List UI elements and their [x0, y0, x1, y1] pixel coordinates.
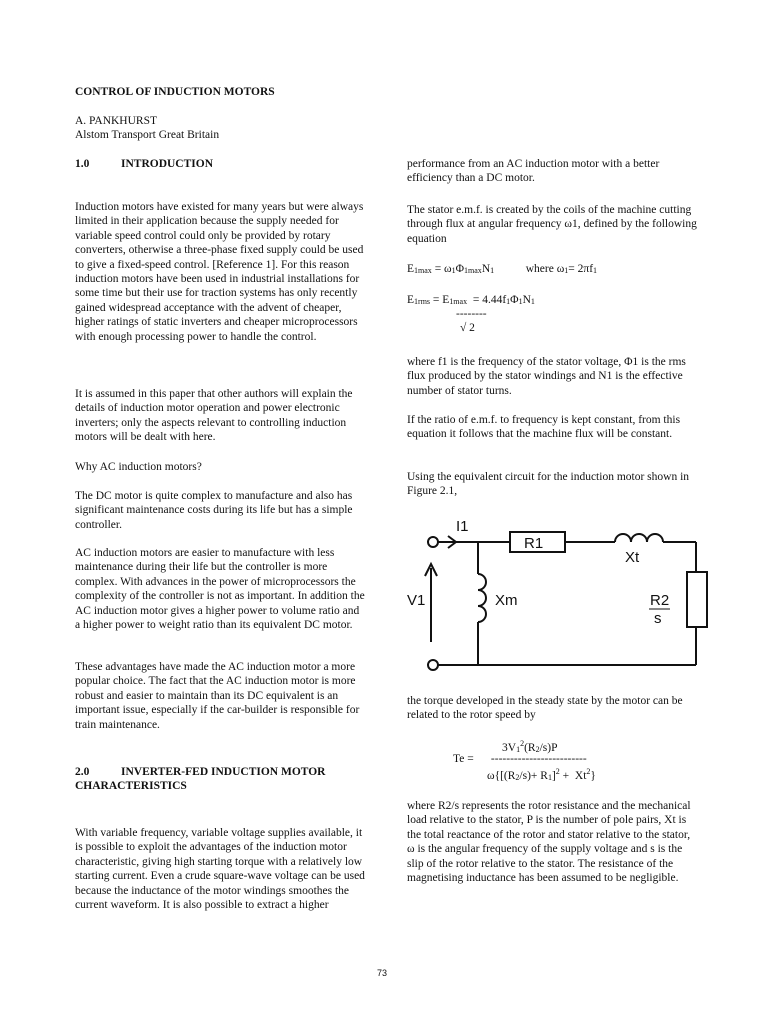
equation-e1max: $E_{1max} = \omega_1\Phi_{1max}N_1$ where $\omega_1= 2\pi f_1$	[407, 263, 598, 275]
section-1-paragraph-5: AC induction motors are easier to manufacture with less maintenance during their life but the controller is more complex. With advances in the power of microprocessors the complexity of the controller is not as important. In addition the AC induction motor gives a higher power to volume ratio and a higher power to weight ratio than its equivalent DC motor.	[75, 547, 365, 632]
label-s: s	[654, 610, 662, 627]
section-1-number: 1.0	[75, 158, 90, 170]
label-r1: R1	[524, 535, 544, 552]
section-2-number: 2.0	[75, 766, 90, 778]
equation-e1rms-denominator: √ 2	[460, 322, 475, 334]
label-v1: V1	[407, 592, 426, 609]
right-paragraph-7: where R2/s represents the rotor resistance and the mechanical load relative to the stator, P is the number of pole pairs, Xt is the total reactance of the rotor and stator relative to the stator, ω is the angular frequency of the supply voltage and s is the slip of the rotor relative to the stator. The resistance of the magnetising inductance has been assumed to be negligible.	[407, 800, 691, 885]
section-1-paragraph-1: Induction motors have existed for many years but were always limited in their application because the supply needed for variable speed control could only be provided by rotary converters, otherwise a three-phase fixed supply could be used to give a fixed-speed control. [Reference 1]. For this reason induction motors have been used in industrial installations for some time but their use for traction systems has only recently gained widespread acceptance with the advent of cheaper, higher ratings of static inverters and cheaper microprocessors with enough processing power to handle the control.	[75, 201, 364, 343]
author-name: A. PANKHURST	[75, 115, 158, 127]
paper-title: CONTROL OF INDUCTION MOTORS	[75, 86, 275, 98]
section-2-title-line1: INVERTER-FED INDUCTION MOTOR	[121, 766, 326, 778]
label-xt: Xt	[625, 549, 640, 566]
right-paragraph-5: Using the equivalent circuit for the induction motor shown in Figure 2.1,	[407, 471, 690, 498]
section-1-title: INTRODUCTION	[121, 158, 214, 170]
section-1-paragraph-3: Why AC induction motors?	[75, 461, 202, 473]
equation-e1rms: $E_{1rms} = E_{1max} = 4.44f_1\Phi_1N_1$	[407, 294, 535, 306]
right-paragraph-4: If the ratio of e.m.f. to frequency is kept constant, from this equation it follows that the machine flux will be constant.	[407, 414, 681, 441]
author-affiliation: Alstom Transport Great Britain	[75, 129, 220, 141]
label-i1: I1	[456, 518, 469, 535]
right-paragraph-1: performance from an AC induction motor with a better efficiency than a DC motor.	[407, 158, 660, 185]
torque-denominator: $\omega\{[(R_2/s)+ R_1]^2 + Xt^2\}$	[487, 767, 596, 782]
xt-inductor	[615, 534, 663, 542]
page-number: 73	[377, 968, 388, 978]
section-2-paragraph-1: With variable frequency, variable voltage supplies available, it is possible to exploit the advantages of the induction motor characteristic, giving high starting torque with a relatively low starting current. Even a crude square-wave voltage can be used because the inductance of the motor windings smoothes the current waveform. It is also possible to extract a higher	[75, 827, 365, 912]
terminal-top	[428, 537, 438, 547]
torque-lhs: Te = -------------------------	[453, 753, 587, 765]
label-xm: Xm	[495, 592, 518, 609]
equivalent-circuit-figure	[400, 512, 720, 672]
terminal-bottom	[428, 660, 438, 670]
torque-numerator: $3V_1^2(R_2/s)P$	[502, 739, 558, 754]
section-1-paragraph-6: These advantages have made the AC induction motor a more popular choice. The fact that the AC induction motor is more robust and easier to maintain than its DC equivalent is an important issue, especially if the car-builder is responsible for train maintenance.	[75, 661, 360, 731]
r2-resistor	[687, 572, 707, 627]
right-paragraph-3: where f1 is the frequency of the stator voltage, Φ1 is the rms flux produced by the stator windings and N1 is the effective number of stator turns.	[407, 356, 686, 397]
xm-inductor	[478, 574, 486, 622]
equation-e1rms-divider: --------	[456, 308, 487, 320]
right-paragraph-2: The stator e.m.f. is created by the coils of the machine cutting through flux at angular frequency ω1, defined by the following equation	[407, 204, 697, 245]
label-r2: R2	[650, 592, 670, 609]
section-1-paragraph-2: It is assumed in this paper that other authors will explain the details of induction motor operation and power electronic inverters; only the aspects relevant to controlling induction motors will be dealt with here.	[75, 388, 353, 444]
section-2-title-line2: CHARACTERISTICS	[75, 780, 187, 792]
right-paragraph-6: the torque developed in the steady state by the motor can be related to the rotor speed by	[407, 695, 683, 722]
section-1-paragraph-4: The DC motor is quite complex to manufacture and also has significant maintenance costs during its life but has a simple controller.	[75, 490, 353, 531]
